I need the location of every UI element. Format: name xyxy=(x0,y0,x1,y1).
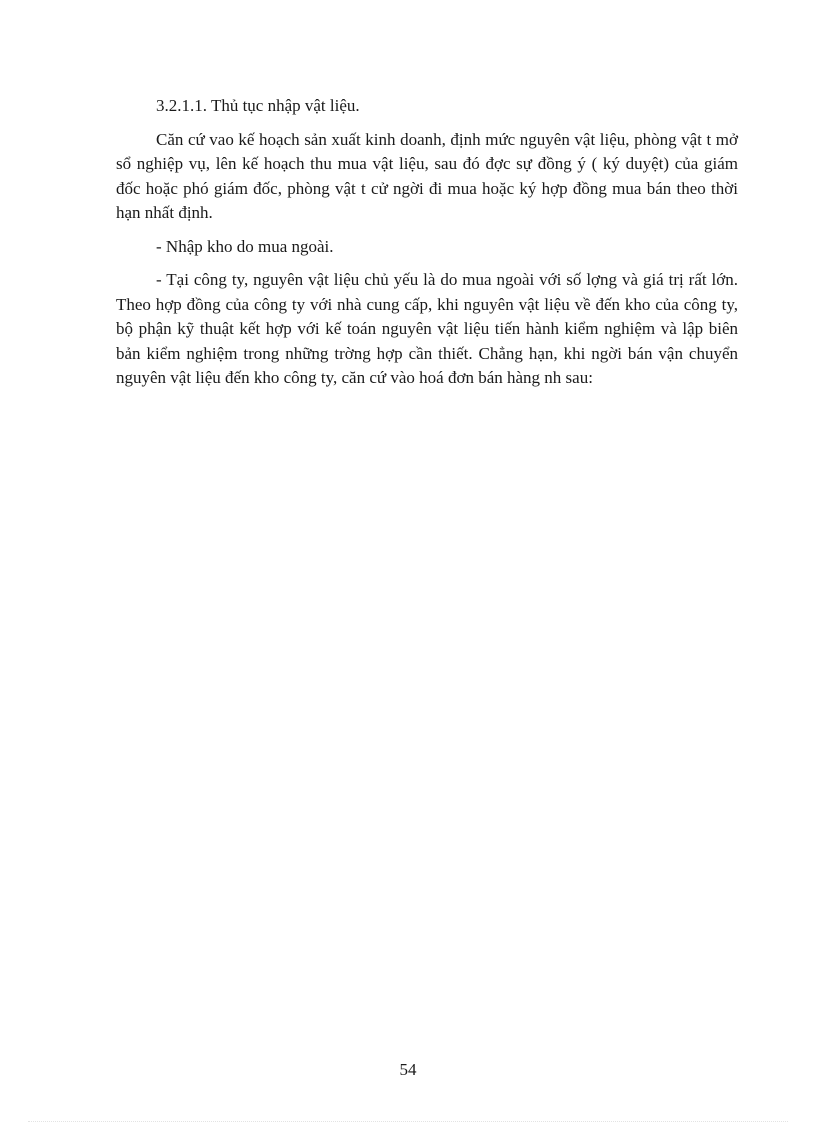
page-number: 54 xyxy=(399,1060,417,1079)
paragraph-company-procedure: - Tại công ty, nguyên vật liệu chủ yếu là do mua ngoài với số lợng và giá trị rất lớn. Theo hợp đồng của công ty với nhà cung cấp, khi nguyên vật liệu về đến kho của công ty, bộ phận kỹ thuật kết hợp với kế toán nguyên vật liệu tiến hành kiểm nghiệm và lập biên bản kiểm nghiệm trong những trờng hợp cần thiết. Chẳng hạn, khi ngời bán vận chuyển nguyên vật liệu đến kho công ty, căn cứ vào hoá đơn bán hàng nh sau: xyxy=(116,270,738,387)
section-heading: 3.2.1.1. Thủ tục nhập vật liệu. xyxy=(156,96,360,115)
paragraph-import-purchase: - Nhập kho do mua ngoài. xyxy=(156,236,334,256)
bottom-divider xyxy=(28,1121,788,1122)
document-body xyxy=(116,94,738,400)
paragraph-planning: Căn cứ vao kế hoạch sản xuất kinh doanh, định mức nguyên vật liệu, phòng vật t mở sổ nghiệp vụ, lên kế hoạch thu mua vật liệu, sau đó đợc sự đồng ý ( ký duyệt) của giám đốc hoặc phó giám đốc, phòng vật t cử ngời đi mua hoặc ký hợp đồng mua bán theo thời hạn nhất định. xyxy=(116,129,738,222)
